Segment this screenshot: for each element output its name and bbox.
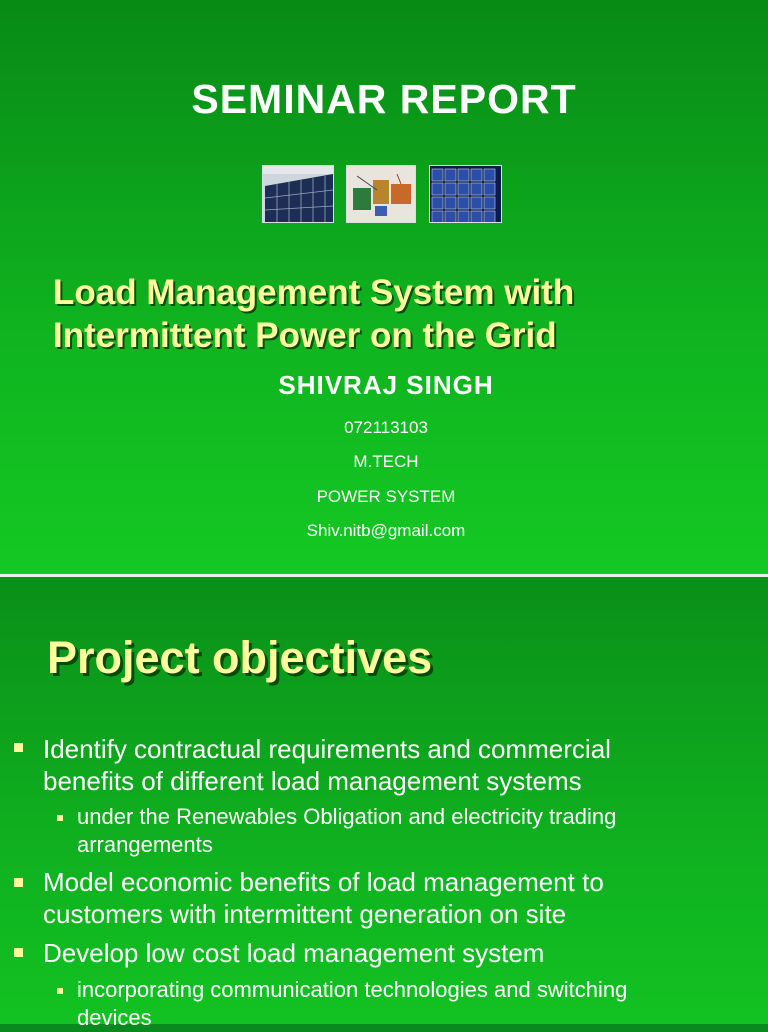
objective-item-1 (43, 733, 743, 797)
objective-item-3 (43, 937, 743, 969)
objective-subitem-2-line-1: incorporating communication technologies and switching (77, 977, 628, 1002)
report-title (53, 271, 753, 357)
bullet-icon (14, 743, 23, 752)
image-strip (262, 165, 502, 225)
bullet-icon (14, 878, 23, 887)
roll-number: 072113103 (344, 418, 428, 437)
degree: M.TECH (353, 452, 419, 471)
objective-item-2 (43, 866, 743, 930)
sub-bullet-icon (57, 988, 63, 994)
author-name: SHIVRAJ SINGH (278, 370, 494, 400)
solar-panel-photo-2 (429, 165, 502, 223)
report-title-line-2: Intermittent Power on the Grid (53, 316, 557, 355)
objective-subitem-1-line-2: arrangements (77, 832, 213, 857)
objective-item-3-line-1: Develop low cost load management system (43, 938, 545, 968)
objective-item-2-line-2: customers with intermittent generation on site (43, 899, 567, 929)
slide-separator (0, 574, 768, 577)
report-title-line-1: Load Management System with (53, 273, 575, 312)
solar-panel-photo-1 (262, 165, 334, 223)
objective-item-1-line-1: Identify contractual requirements and commercial (43, 734, 611, 764)
bullet-icon (14, 948, 23, 957)
objective-item-1-line-2: benefits of different load management systems (43, 766, 582, 796)
sub-bullet-icon (57, 815, 63, 821)
circuit-board-photo (346, 165, 416, 223)
branch: POWER SYSTEM (316, 487, 456, 506)
objective-subitem-1-line-1: under the Renewables Obligation and electricity trading (77, 804, 617, 829)
objective-subitem-2-line-2: devices (77, 1005, 152, 1030)
objectives-heading: Project objectives (47, 632, 433, 683)
objective-subitem-1 (77, 803, 757, 859)
email: Shiv.nitb@gmail.com (306, 521, 466, 540)
slide-heading: SEMINAR REPORT (191, 76, 577, 122)
objective-item-2-line-1: Model economic benefits of load management to (43, 867, 604, 897)
